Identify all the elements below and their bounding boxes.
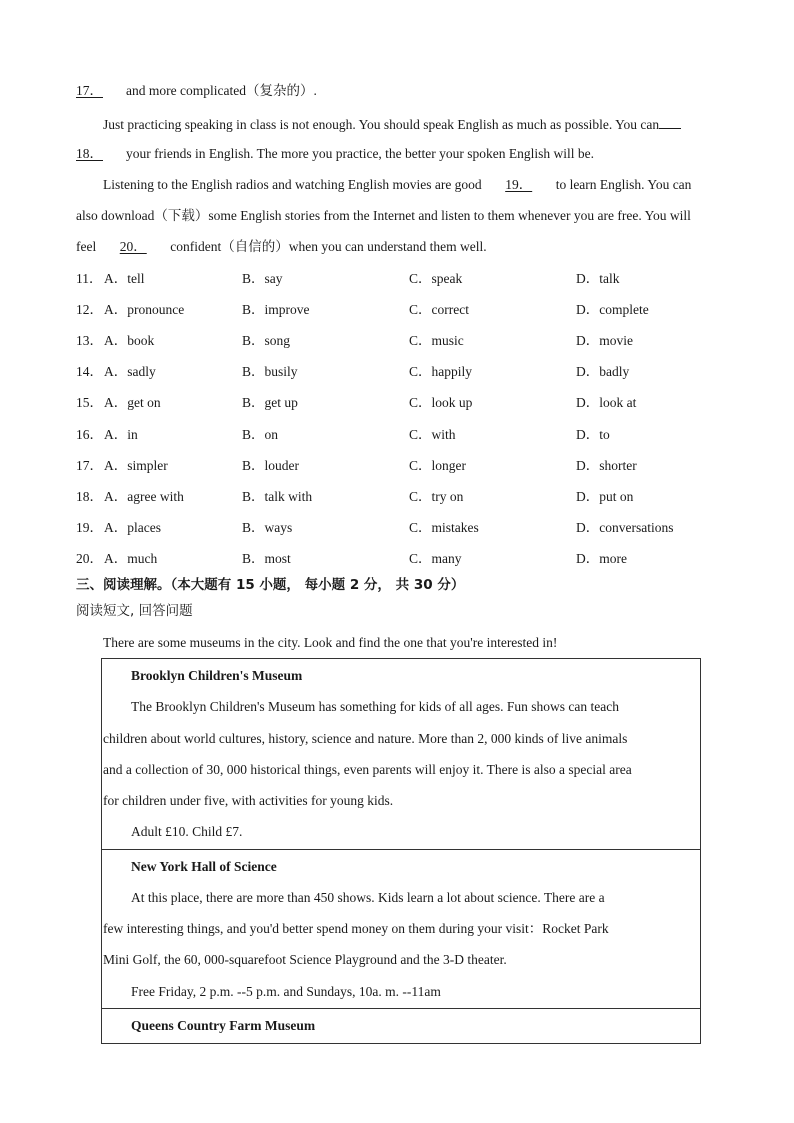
- blank-17: 17．: [76, 83, 103, 98]
- option-c: C．try on: [409, 489, 464, 504]
- option-c: C．mistakes: [409, 520, 479, 535]
- section-title: 三、阅读理解。（本大题有 15 小题， 每小题 2 分， 共 30 分）: [76, 577, 465, 593]
- passage-text-20b: confident（自信的）when you can understand them well.: [170, 239, 487, 254]
- option-d: D．shorter: [576, 458, 637, 473]
- option-d: D．conversations: [576, 520, 674, 535]
- option-b: B．song: [242, 333, 291, 348]
- option-b: B．most: [242, 551, 291, 566]
- option-c: C．correct: [409, 302, 469, 317]
- option-a: A．in: [104, 427, 138, 442]
- option-d: D．put on: [576, 489, 634, 504]
- blank-20-num: 20．: [119, 239, 147, 254]
- passage-line-17: [76, 82, 317, 100]
- passage-line-19a: [103, 176, 691, 194]
- option-number: 11．: [76, 271, 103, 286]
- option-row-18: [76, 488, 756, 506]
- option-c: C．longer: [409, 458, 466, 473]
- passage-text-18a: Just practicing speaking in class is not enough. You should speak English as much as possible. You can: [103, 117, 660, 132]
- option-a: A．places: [104, 520, 161, 535]
- passage-line-18b: [76, 145, 594, 163]
- option-d: D．badly: [576, 364, 630, 379]
- passage-text-19a: Listening to the English radios and watching English movies are good: [103, 177, 482, 192]
- option-row-17: [76, 457, 756, 475]
- option-b: B．busily: [242, 364, 298, 379]
- museum-text: few interesting things, and you'd better spend money on them during your visit：Rocket Park: [103, 921, 609, 936]
- option-b: B．louder: [242, 458, 299, 473]
- option-a: A．tell: [104, 271, 145, 286]
- option-row-20: [76, 550, 756, 568]
- option-number: 15．: [76, 395, 103, 410]
- passage-line-18a: [103, 114, 681, 134]
- passage-line-20: [76, 238, 487, 256]
- passage-text-18b: your friends in English. The more you practice, the better your spoken English will be.: [126, 146, 595, 161]
- blank-underline: [659, 114, 681, 129]
- blank-20: [96, 238, 170, 256]
- option-c: C．look up: [409, 395, 473, 410]
- museum-title-queens: Queens Country Farm Museum: [131, 1018, 316, 1033]
- museum-text: children about world cultures, history, science and nature. More than 2, 000 kinds of live animals: [103, 731, 628, 746]
- museum-text: and a collection of 30, 000 historical things, even parents will enjoy it. There is also a special area: [103, 762, 632, 777]
- option-c: C．music: [409, 333, 464, 348]
- museum-price: Free Friday, 2 p.m. --5 p.m. and Sundays, 10a. m. --11am: [131, 984, 441, 999]
- option-a: A．agree with: [104, 489, 184, 504]
- option-a: A．get on: [104, 395, 161, 410]
- option-d: D．complete: [576, 302, 649, 317]
- passage-text-17: and more complicated（复杂的）.: [126, 83, 317, 98]
- museum-text: At this place, there are more than 450 shows. Kids learn a lot about science. There are a: [131, 890, 605, 905]
- passage-text-19c: also download（下载）some English stories from the Internet and listen to them whenever you are free. You will: [76, 208, 691, 223]
- section-intro: There are some museums in the city. Look and find the one that you're interested in!: [103, 635, 558, 650]
- option-d: D．movie: [576, 333, 633, 348]
- blank-18: 18．: [76, 146, 103, 161]
- option-number: 18．: [76, 489, 103, 504]
- option-row-11: [76, 270, 756, 288]
- museum-text: for children under five, with activities for young kids.: [103, 793, 394, 808]
- option-row-15: [76, 394, 756, 412]
- museum-title-brooklyn: Brooklyn Children's Museum: [131, 668, 303, 683]
- table-divider: [101, 1008, 701, 1009]
- option-a: A．book: [104, 333, 155, 348]
- blank-19: [482, 176, 556, 194]
- option-row-13: [76, 332, 756, 350]
- museum-text: The Brooklyn Children's Museum has something for kids of all ages. Fun shows can teach: [131, 699, 619, 714]
- option-d: D．more: [576, 551, 627, 566]
- blank-19-num: 19．: [505, 177, 533, 192]
- museum-text: Mini Golf, the 60, 000-squarefoot Science Playground and the 3-D theater.: [103, 952, 507, 967]
- option-d: D．talk: [576, 271, 620, 286]
- passage-text-20a: feel: [76, 239, 97, 254]
- option-number: 14．: [76, 364, 103, 379]
- option-c: C．speak: [409, 271, 463, 286]
- option-row-12: [76, 301, 756, 319]
- passage-text-19b: to learn English. You can: [555, 177, 692, 192]
- option-b: B．on: [242, 427, 279, 442]
- museum-price: Adult £10. Child £7.: [131, 824, 243, 839]
- table-divider: [101, 849, 701, 850]
- option-b: B．improve: [242, 302, 310, 317]
- option-b: B．say: [242, 271, 283, 286]
- option-a: A．sadly: [104, 364, 156, 379]
- option-b: B．ways: [242, 520, 293, 535]
- option-row-16: [76, 426, 756, 444]
- option-c: C．happily: [409, 364, 472, 379]
- option-b: B．talk with: [242, 489, 313, 504]
- option-number: 13．: [76, 333, 103, 348]
- option-d: D．to: [576, 427, 610, 442]
- passage-line-19c: [76, 207, 691, 225]
- option-number: 19．: [76, 520, 103, 535]
- option-c: C．many: [409, 551, 462, 566]
- option-d: D．look at: [576, 395, 637, 410]
- section-subtitle: 阅读短文, 回答问题: [76, 603, 193, 619]
- option-row-14: [76, 363, 756, 381]
- option-a: A．simpler: [104, 458, 168, 473]
- museum-title-nyhall: New York Hall of Science: [131, 859, 277, 874]
- option-a: A．pronounce: [104, 302, 185, 317]
- option-c: C．with: [409, 427, 456, 442]
- option-number: 17．: [76, 458, 103, 473]
- option-a: A．much: [104, 551, 158, 566]
- option-number: 12．: [76, 302, 103, 317]
- option-number: 16．: [76, 427, 103, 442]
- option-number: 20．: [76, 551, 103, 566]
- option-row-19: [76, 519, 756, 537]
- option-b: B．get up: [242, 395, 298, 410]
